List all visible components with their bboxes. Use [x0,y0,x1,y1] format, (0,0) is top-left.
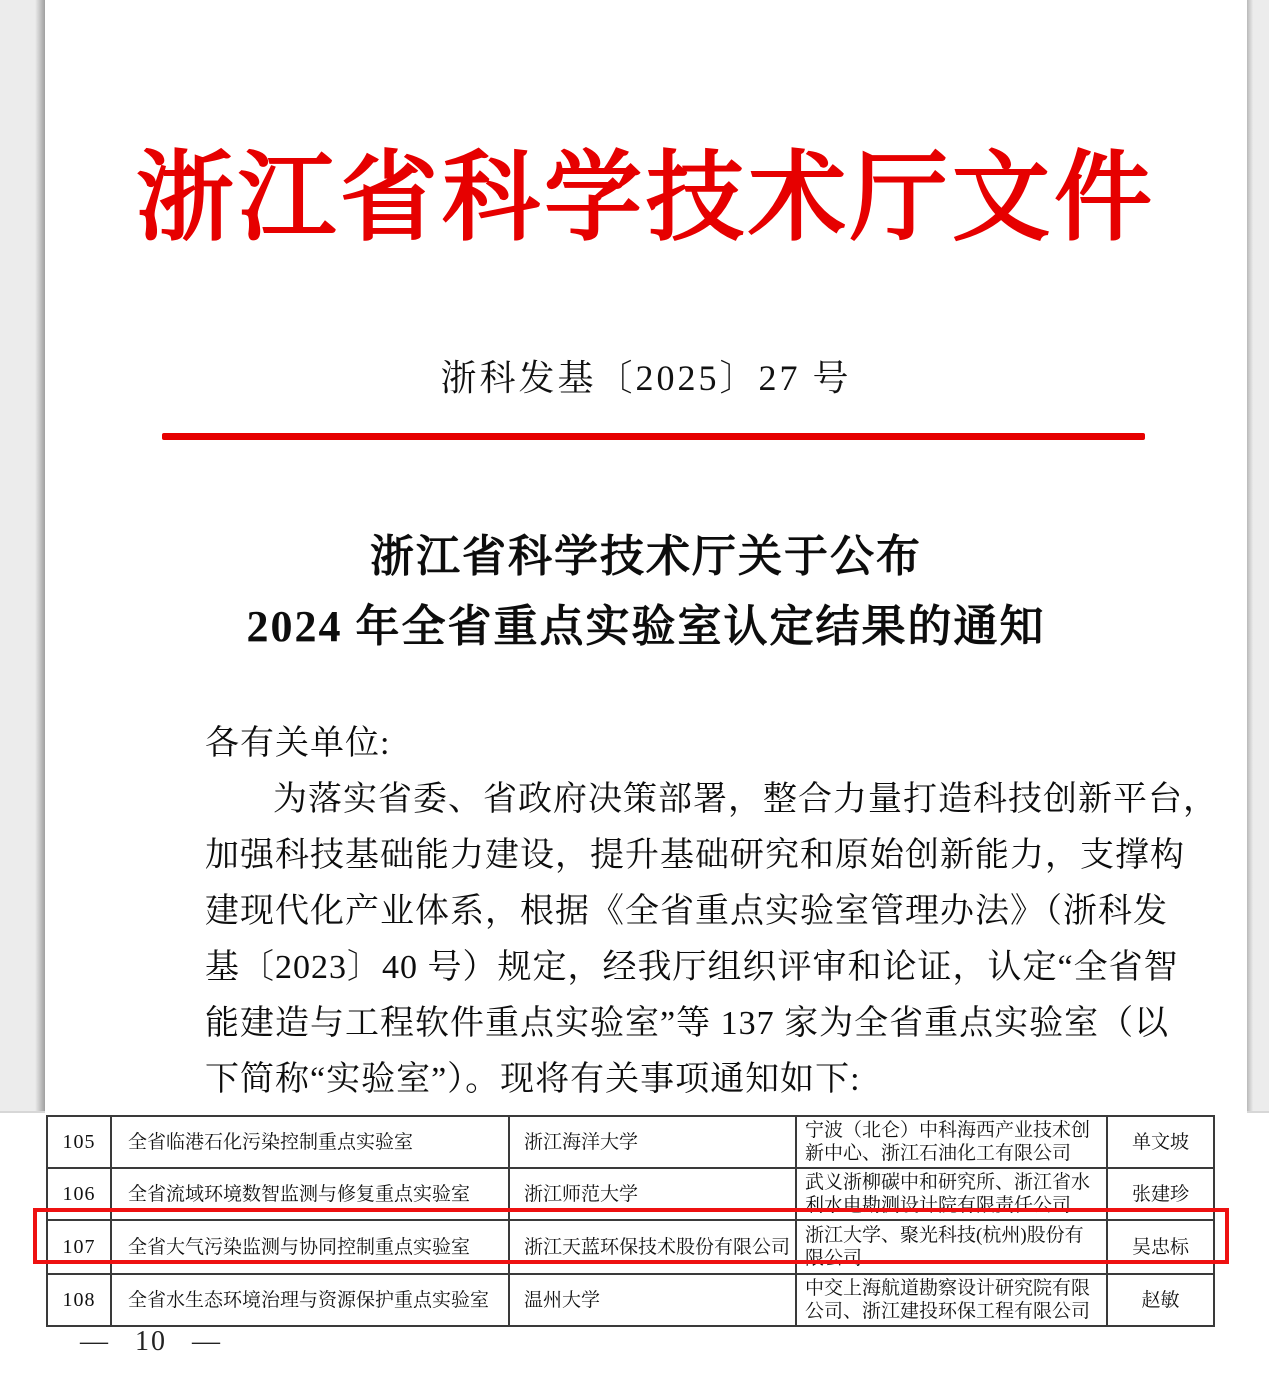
cell-lab-name: 全省大气污染监测与协同控制重点实验室 [111,1220,509,1274]
body-line-5: 能建造与工程软件重点实验室”等 137 家为全省重点实验室（以 [205,1005,1170,1042]
cell-director: 吴忠标 [1107,1220,1214,1274]
cell-director: 赵敏 [1107,1274,1214,1326]
cell-row-number: 107 [47,1220,111,1274]
salutation-line: 各有关单位: [205,725,391,762]
cell-partners: 中交上海航道勘察设计研究院有限公司、浙江建投环保工程有限公司 [796,1274,1107,1326]
cell-institution: 温州大学 [509,1274,796,1326]
cell-institution: 浙江海洋大学 [509,1116,796,1168]
body-line-4: 基〔2023〕40 号）规定，经我厅组织评审和论证，认定“全省智 [205,949,1179,986]
table-row-108 [47,1274,1214,1326]
cell-lab-name: 全省水生态环境治理与资源保护重点实验室 [111,1274,509,1326]
document-page [45,0,1247,1113]
notice-title [45,522,1247,662]
cell-partners: 浙江大学、聚光科技(杭州)股份有限公司 [796,1220,1107,1274]
cell-row-number: 105 [47,1116,111,1168]
page-number: — 10 — [80,1326,222,1357]
document-number: 浙科发基〔2025〕27 号 [440,358,852,398]
notice-title-line1: 浙江省科学技术厅关于公布 [370,532,922,581]
red-highlight-box [33,1208,1229,1264]
cell-institution: 浙江天蓝环保技术股份有限公司 [509,1220,796,1274]
notice-title-line2: 2024 年全省重点实验室认定结果的通知 [246,602,1046,651]
red-divider-rule [162,433,1145,440]
agency-letterhead-title: 浙江省科学技术厅文件 [135,145,1156,253]
body-line-3: 建现代化产业体系，根据《全省重点实验室管理办法》（浙科发 [205,893,1168,930]
cell-director: 单文坡 [1107,1116,1214,1168]
cell-partners: 武义浙柳碳中和研究所、浙江省水利水电勘测设计院有限责任公司 [796,1168,1107,1220]
cell-institution: 浙江师范大学 [509,1168,796,1220]
cell-lab-name: 全省临港石化污染控制重点实验室 [111,1116,509,1168]
body-line-1: 为落实省委、省政府决策部署，整合力量打造科技创新平台， [273,781,1218,818]
cell-director: 张建珍 [1107,1168,1214,1220]
cell-partners: 宁波（北仑）中科海西产业技术创新中心、浙江石油化工有限公司 [796,1116,1107,1168]
body-line-2: 加强科技基础能力建设，提升基础研究和原始创新能力，支撑构 [205,837,1185,874]
body-line-6: 下简称“实验室”）。现将有关事项通知如下: [205,1061,861,1098]
scan-margin-left [0,0,45,1113]
table-row-105 [47,1116,1214,1168]
scan-margin-right [1247,0,1269,1113]
cell-lab-name: 全省流域环境数智监测与修复重点实验室 [111,1168,509,1220]
cell-row-number: 106 [47,1168,111,1220]
notice-body [205,716,1218,1108]
cell-row-number: 108 [47,1274,111,1326]
